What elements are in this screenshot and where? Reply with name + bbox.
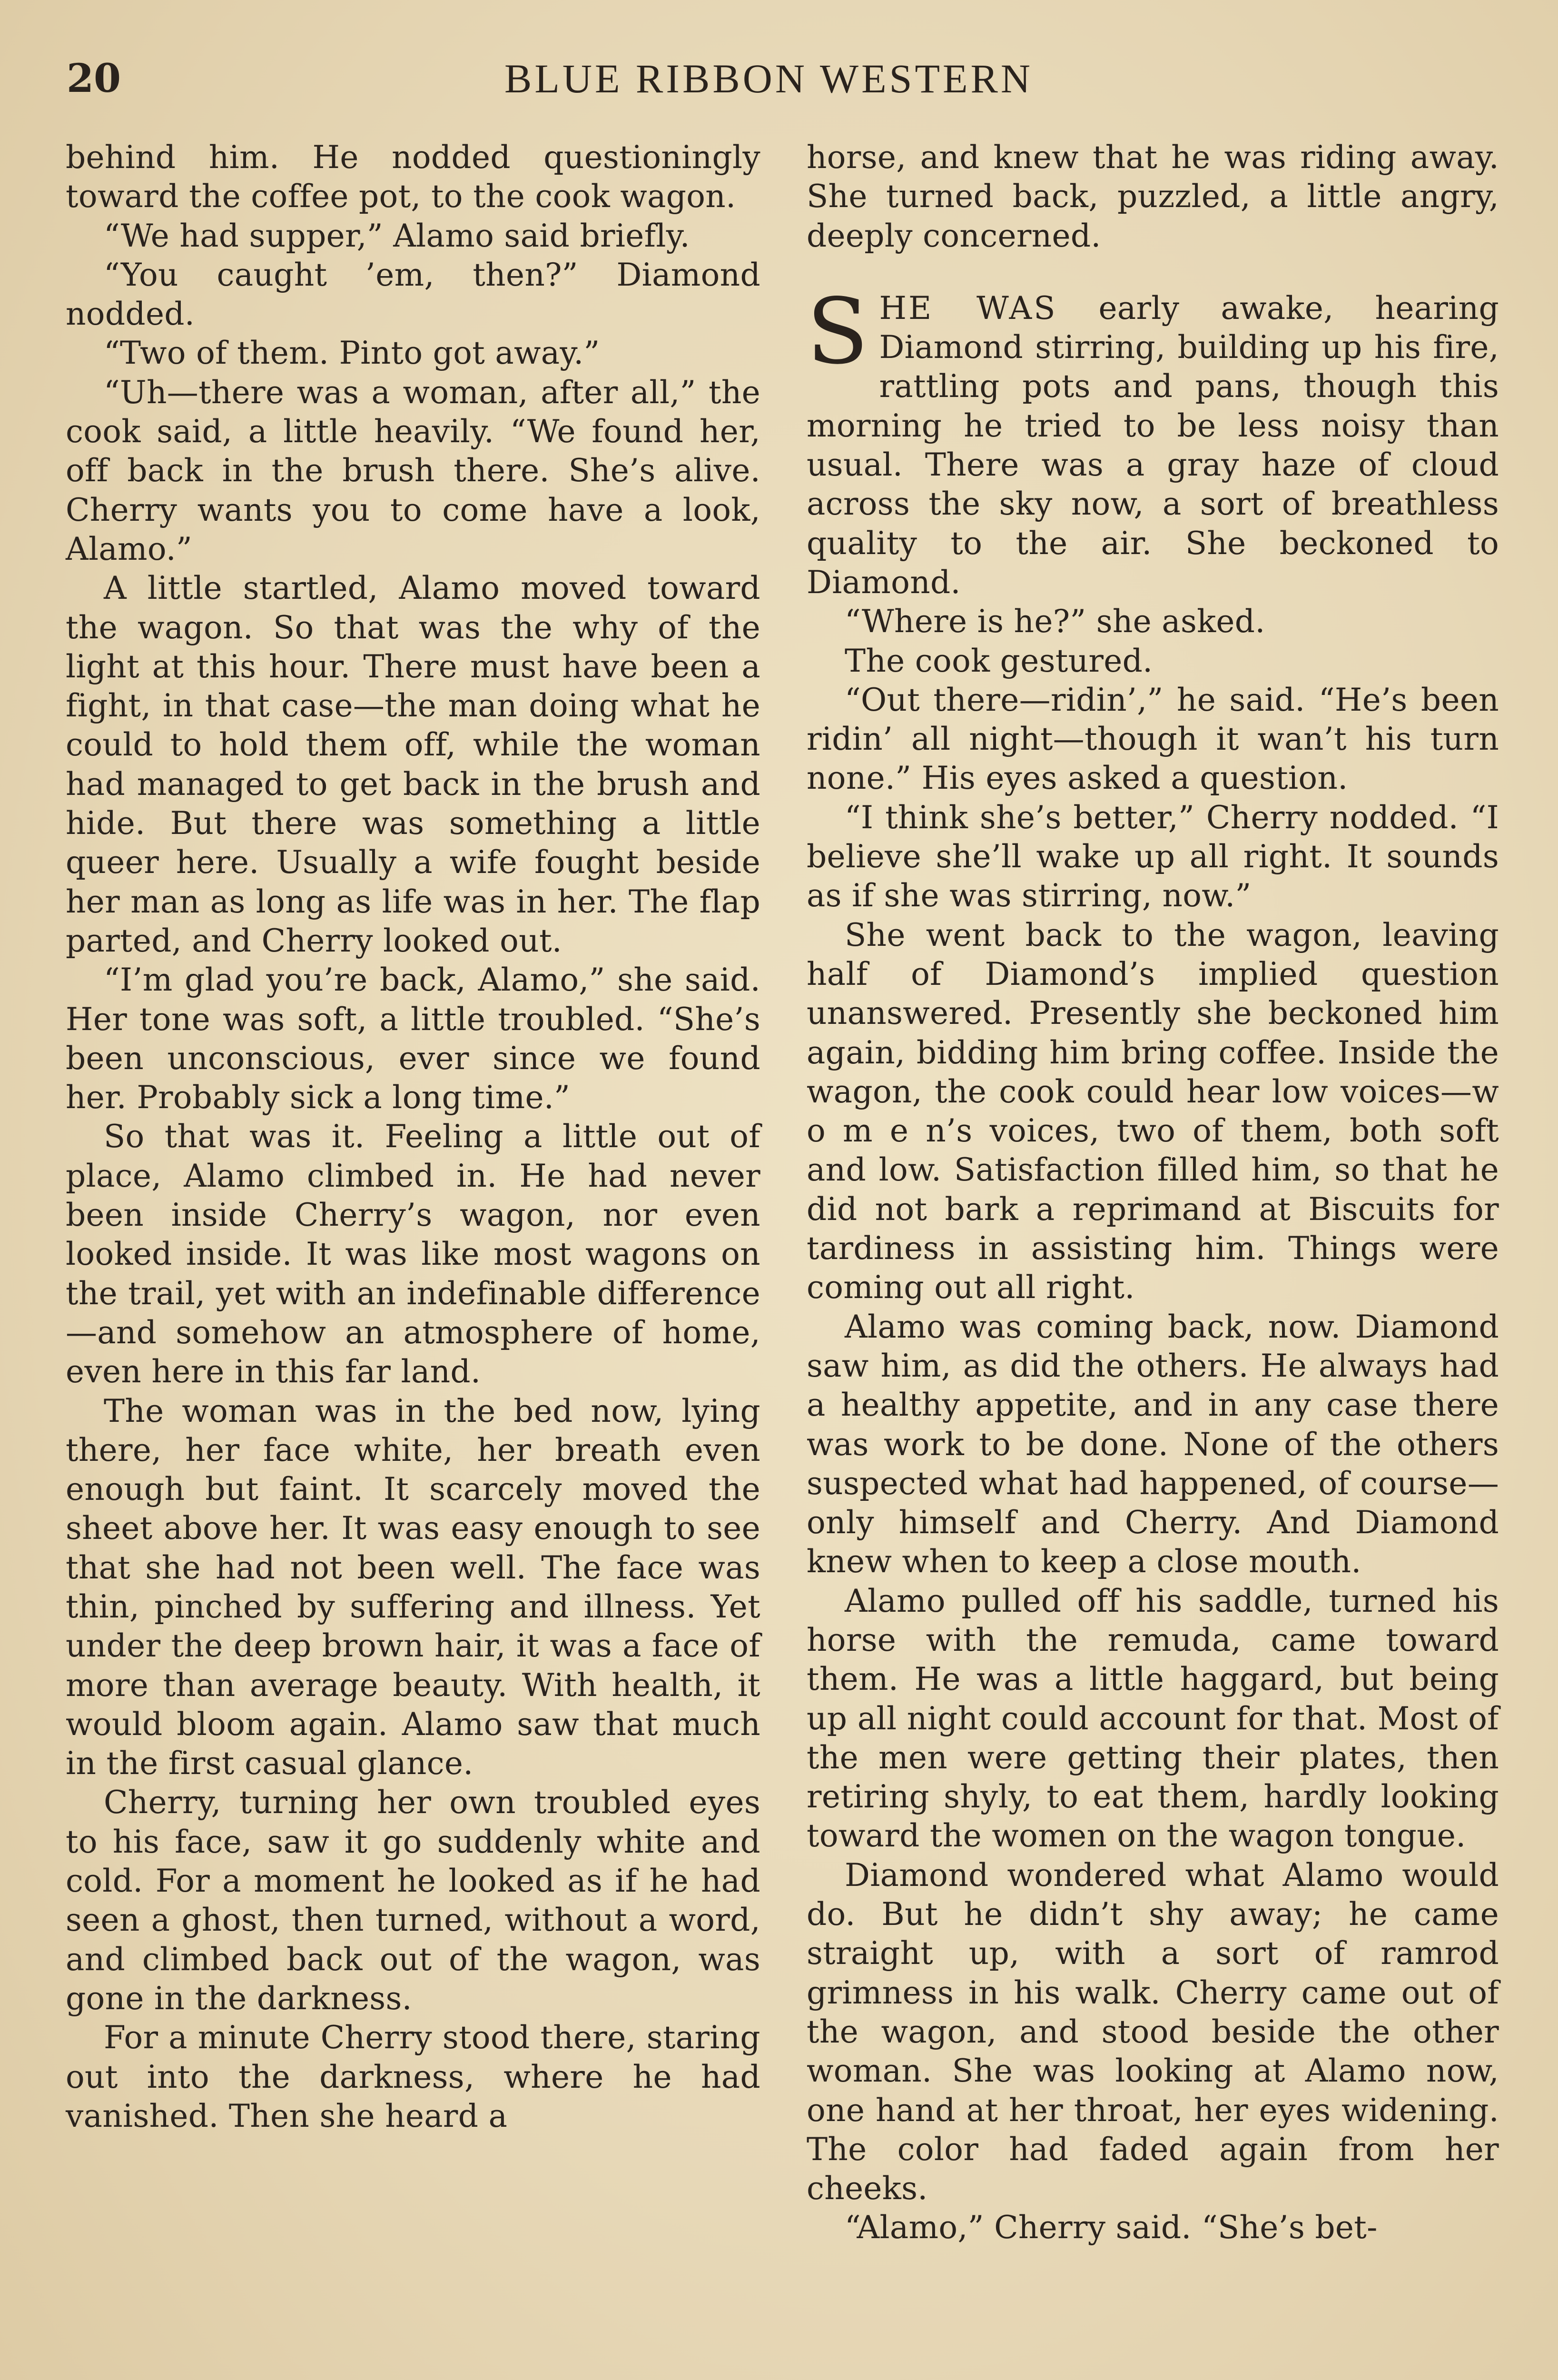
paragraph: Cherry, turning her own troubled eyes to his face, saw it go suddenly white and cold. For a moment he looked as if he had seen a ghost, then turned, without a word, and climbed back out of the wagon, was gone in the darkness. <box>66 1784 760 2017</box>
right-column <box>807 138 1499 2248</box>
lead-in: HE WAS <box>879 289 1057 327</box>
left-column <box>66 138 760 2136</box>
paragraph: The cook gestured. <box>845 642 1153 679</box>
paragraph: So that was it. Feeling a little out of place, Alamo climbed in. He had never been inside Cherry’s wagon, nor even looked inside. It was like most wagons on the trail, yet with an indefinable difference—and somehow an atmosphere of home, even here in this far land. <box>66 1118 760 1390</box>
paragraph: She went back to the wagon, leaving half of Diamond’s implied question unanswered. Presently she beckoned him again, bidding him bring coffee. Inside the wagon, the cook could hear low voices—w o m e n’s voices, two of them, both soft and low. Satisfaction filled him, so that he did not bark a reprimand at Biscuits for tardiness in assisting him. Things were coming out all right. <box>807 916 1499 1306</box>
paragraph: “I’m glad you’re back, Alamo,” she said. Her tone was soft, a little troubled. “She’s been unconscious, ever since we found her. Probably sick a long time.” <box>66 962 760 1116</box>
paragraph: Alamo was coming back, now. Diamond saw him, as did the others. He always had a healthy appetite, and in any case there was work to be done. None of the others suspected what had happened, of course—only himself and Cherry. And Diamond knew when to keep a close mouth. <box>807 1308 1499 1580</box>
paragraph: For a minute Cherry stood there, staring out into the darkness, where he had vanished. Then she heard a <box>66 2019 760 2134</box>
paragraph: Alamo pulled off his saddle, turned his horse with the remuda, came toward them. He was a little haggard, but being up all night could account for that. Most of the men were getting their plates, then retiring shyly, to eat them, hardly looking toward the women on the wagon tongue. <box>807 1582 1499 1854</box>
paragraph: Diamond wondered what Alamo would do. But he didn’t shy away; he came straight up, with a sort of ramrod grimness in his walk. Cherry came out of the wagon, and stood beside the other woman. She was looking at Alamo now, one hand at her throat, her eyes widening. The color had faded again from her cheeks. <box>807 1856 1499 2207</box>
section-opening-text: early awake, hearing Diamond stirring, building up his fire, rattling pots and pans, though this morning he tried to be less noisy than usual. There was a gray haze of cloud across the sky now, a sort of breathless quality to the air. She beckoned to Diamond. <box>807 289 1499 601</box>
paragraph: “Out there—ridin’,” he said. “He’s been ridin’ all night—though it wan’t his turn none.” His eyes asked a question. <box>807 681 1499 797</box>
paragraph: The woman was in the bed now, lying there, her face white, her breath even enough but faint. It scarcely moved the sheet above her. It was easy enough to see that she had not been well. The face was thin, pinched by suffering and illness. Yet under the deep brown hair, it was a face of more than average beauty. With health, it would bloom again. Alamo saw that much in the first casual glance. <box>66 1392 760 1782</box>
running-head: BLUE RIBBON WESTERN <box>504 56 1033 101</box>
paragraph: “I think she’s better,” Cherry nodded. “I believe she’ll wake up all right. It sounds as if she was stirring, now.” <box>807 799 1499 914</box>
page-header <box>67 52 1494 114</box>
paragraph: horse, and knew that he was riding away. She turned back, puzzled, a little angry, deeply concerned. <box>807 139 1499 254</box>
drop-cap: S <box>807 278 869 384</box>
paragraph: “Alamo,” Cherry said. “She’s bet- <box>845 2209 1378 2246</box>
paragraph: A little startled, Alamo moved toward the wagon. So that was the why of the light at this hour. There must have been a fight, in that case—the man doing what he could to hold them off, while the woman had managed to get back in the brush and hide. But there was something a little queer here. Usually a wife fought beside her man as long as life was in her. The flap parted, and Cherry looked out. <box>66 570 760 959</box>
paragraph: “We had supper,” Alamo said briefly. <box>104 217 690 254</box>
paragraph: “Where is he?” she asked. <box>845 603 1265 640</box>
paragraph: “Two of them. Pinto got away.” <box>104 335 600 372</box>
page-number: 20 <box>67 56 121 101</box>
section-opening-paragraph <box>807 278 1499 602</box>
paragraph: “You caught ’em, then?” Diamond nodded. <box>66 256 760 333</box>
paragraph: behind him. He nodded questioningly toward the coffee pot, to the cook wagon. <box>66 139 760 215</box>
paragraph: “Uh—there was a woman, after all,” the cook said, a little heavily. “We found her, off back in the brush there. She’s alive. Cherry wants you to come have a look, Alamo.” <box>66 374 760 567</box>
